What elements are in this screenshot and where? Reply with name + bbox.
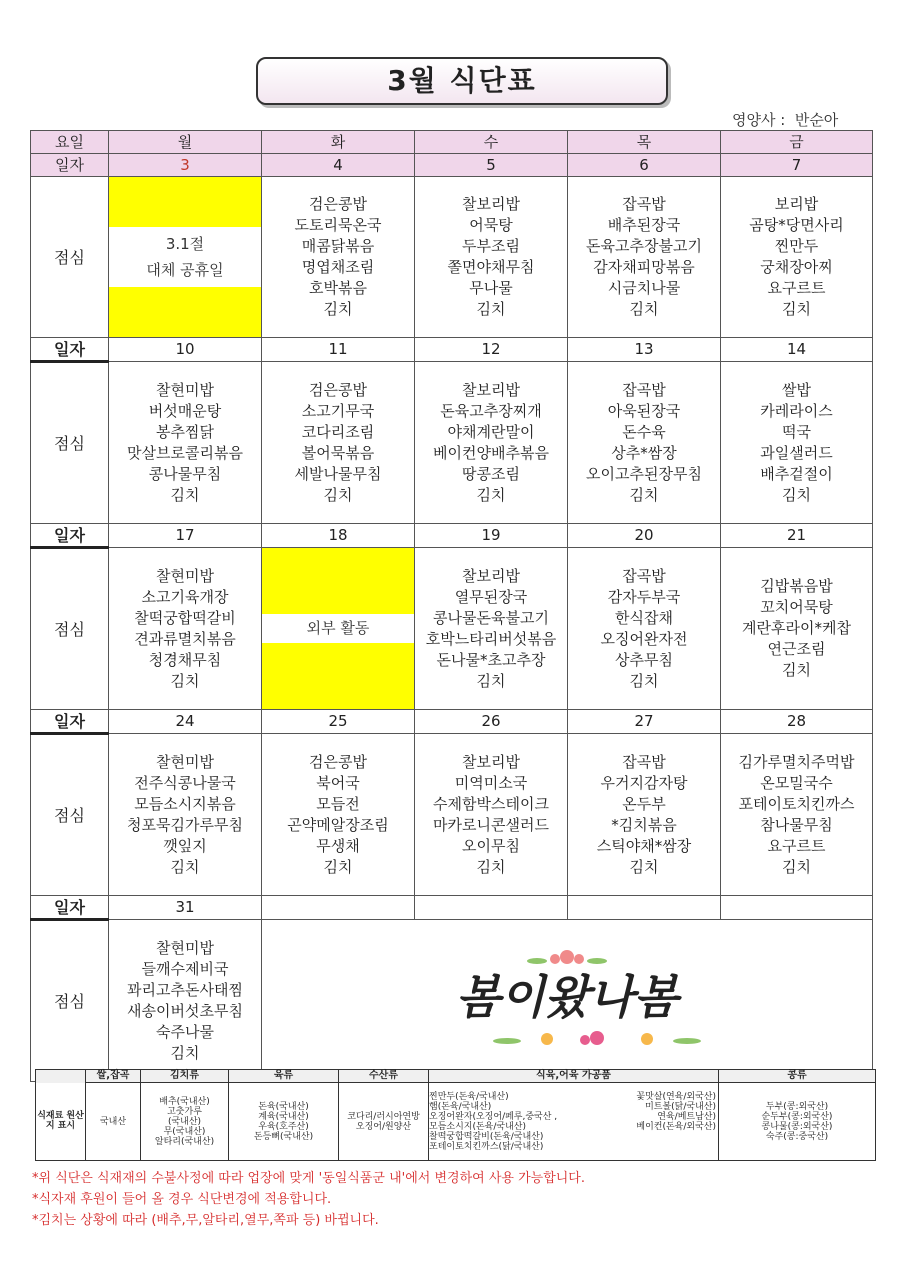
logo-text: 봄이왔나봄 (455, 969, 679, 1024)
menu-item: 두부조림 (462, 237, 520, 255)
menu-item: 곤약메알장조림 (287, 815, 389, 834)
menu-item: 김치 (476, 300, 506, 318)
date-cell: 5 (415, 154, 568, 177)
menu-item: 맛살브로콜리볶음 (127, 443, 243, 462)
menu-item: 김치 (782, 485, 811, 504)
menu-item: 돈육고추장찌개 (440, 401, 542, 420)
lunch-row (31, 920, 873, 1082)
menu-item: 연근조림 (767, 640, 826, 658)
meal-cell (721, 362, 873, 524)
menu-item: 전주식콩나물국 (134, 773, 236, 792)
origin-line: 오징어완자(오징어/페루,중국산 , (429, 1111, 558, 1122)
origin-header-beans: 콩류 (719, 1070, 876, 1083)
menu-item: 견과류멸치볶음 (134, 629, 236, 648)
date-row (31, 710, 873, 734)
note-3: *김치는 상황에 따라 (배추,무,알타리,열무,쪽파 등) 바뀝니다. (32, 1213, 379, 1228)
menu-item: 감자두부국 (607, 587, 681, 606)
menu-item: 세발나물무침 (294, 464, 382, 483)
menu-item: 김치 (170, 857, 200, 876)
date-row (31, 524, 873, 548)
origin-table (35, 1069, 876, 1161)
origin-line: 미트볼(닭/국내산) (645, 1101, 716, 1112)
menu-item: 무생채 (316, 836, 360, 855)
menu-item: 들깨수제비국 (141, 959, 229, 978)
lunch-label: 점심 (31, 548, 109, 710)
menu-item: 야채계란말이 (447, 422, 535, 441)
meal-cell (721, 548, 873, 710)
menu-item: 돈나물*초고추장 (436, 650, 546, 669)
meal-cell (109, 362, 262, 524)
origin-line: 계육(국내산) (258, 1111, 309, 1122)
lunch-row (31, 177, 873, 338)
menu-item: 김치 (629, 857, 659, 876)
menu-item: 땅콩조림 (462, 464, 520, 483)
menu-item: 수제함박스테이크 (433, 794, 549, 813)
date-row (31, 338, 873, 362)
date-cell: 11 (262, 338, 415, 362)
date-row (31, 154, 873, 177)
weekday-thu: 목 (568, 131, 721, 154)
menu-item: 김치 (476, 485, 506, 504)
origin-rice: 국내산 (86, 1083, 141, 1161)
menu-item: 궁채장아찌 (760, 258, 833, 276)
origin-header-kimchi: 김치류 (141, 1070, 229, 1083)
origin-line: 꽃맛살(연육/외국산) (636, 1091, 716, 1102)
origin-corner (36, 1070, 86, 1083)
date-cell: 26 (415, 710, 568, 734)
menu-item: 김치 (323, 485, 353, 504)
menu-item: 찰보리밥 (462, 380, 520, 399)
weekday-header-row (31, 131, 873, 154)
menu-item: *김치볶음 (611, 815, 677, 834)
menu-item: 돈수육 (622, 422, 666, 441)
menu-item: 청경채무침 (148, 650, 222, 669)
date-cell: 31 (109, 896, 262, 920)
date-cell: 6 (568, 154, 721, 177)
menu-item: 돈육고추장불고기 (586, 237, 702, 255)
meal-cell (262, 362, 415, 524)
menu-item: 도토리묵온국 (294, 216, 382, 234)
origin-processed (429, 1083, 719, 1161)
menu-item: 숙주나물 (156, 1022, 214, 1041)
menu-item: 찰현미밥 (156, 938, 214, 957)
meal-cell (262, 734, 415, 896)
date-label: 일자 (31, 524, 109, 548)
meal-cell (721, 177, 873, 338)
menu-item: 버섯매운탕 (148, 401, 222, 420)
date-label: 일자 (31, 896, 109, 920)
menu-item: 김치 (170, 1043, 200, 1062)
origin-beans (719, 1083, 876, 1161)
weekday-mon: 월 (109, 131, 262, 154)
menu-item: 시금치나물 (607, 279, 681, 297)
origin-line: 돈육(국내산) (258, 1101, 309, 1112)
date-cell: 14 (721, 338, 873, 362)
origin-line: 찐만두(돈육/국내산) (429, 1091, 509, 1102)
menu-item: 김치 (170, 671, 200, 690)
menu-item: 포테이토치킨까스 (738, 794, 855, 813)
menu-item: 김치 (629, 671, 659, 690)
menu-item: 김치 (476, 857, 506, 876)
menu-item: 콩나물무침 (148, 464, 222, 483)
menu-item: 청포묵김가루무침 (127, 815, 243, 834)
origin-line: 배추(국내산) (159, 1096, 210, 1107)
meal-cell (568, 548, 721, 710)
menu-item: 배추겉절이 (760, 464, 833, 483)
menu-item: 모듬전 (316, 794, 360, 813)
origin-row-label: 식재료 원산지 표시 (36, 1083, 86, 1161)
holiday-line: 대체 공휴일 (146, 261, 224, 279)
menu-item: 오이고추된장무침 (586, 464, 702, 483)
lunch-row (31, 734, 873, 896)
menu-item: 어묵탕 (469, 216, 513, 234)
menu-item: 보리밥 (774, 195, 819, 213)
menu-item: 콩나물돈육불고기 (433, 608, 549, 627)
origin-line: 오징어/원양산 (355, 1121, 412, 1132)
nutritionist: 영양사 : 반순아 (732, 111, 839, 129)
menu-item: 찰떡궁합떡갈비 (134, 608, 236, 627)
menu-item: 김치 (629, 300, 659, 318)
origin-meat (229, 1083, 339, 1161)
origin-seafood (339, 1083, 429, 1161)
event-note: 외부 활동 (262, 614, 414, 643)
origin-line: 순두부(콩:외국산) (761, 1111, 833, 1122)
lunch-row (31, 548, 873, 710)
origin-line: 찰떡궁합떡갈비(돈육/국내산) (429, 1131, 544, 1142)
menu-item: 김밥볶음밥 (760, 577, 833, 595)
meal-cell (109, 548, 262, 710)
meal-cell (568, 177, 721, 338)
origin-line: 콩나물(콩:외국산) (761, 1121, 833, 1132)
weekday-wed: 수 (415, 131, 568, 154)
date-label: 일자 (31, 338, 109, 362)
origin-line: 우육(호주산) (258, 1121, 309, 1132)
origin-line: 햄(돈육/국내산) (429, 1101, 492, 1112)
menu-item: 잡곡밥 (622, 752, 666, 771)
menu-item: 코다리조림 (301, 422, 375, 441)
meal-cell (415, 548, 568, 710)
menu-item: 김치 (629, 485, 659, 504)
menu-item: 요구르트 (767, 279, 826, 297)
meal-cell (109, 920, 262, 1082)
menu-item: 열무된장국 (454, 587, 528, 606)
origin-header-rice: 쌀,잡곡 (86, 1070, 141, 1083)
menu-item: 명엽채조림 (301, 258, 375, 276)
origin-processed-right (636, 1092, 718, 1152)
menu-item: 상추무침 (615, 650, 673, 669)
date-cell: 20 (568, 524, 721, 548)
holiday-line: 3.1절 (165, 235, 205, 253)
date-row (31, 896, 873, 920)
meal-cell (568, 734, 721, 896)
menu-item: 김치 (782, 661, 811, 679)
date-cell (415, 896, 568, 920)
date-cell (568, 896, 721, 920)
menu-item: 잡곡밥 (622, 195, 666, 213)
date-cell: 18 (262, 524, 415, 548)
origin-line: 코다리/러시아연방 (347, 1111, 420, 1122)
menu-item: 감자채피망볶음 (593, 258, 695, 276)
date-cell (262, 896, 415, 920)
menu-item: 곰탕*당면사리 (749, 216, 844, 234)
date-cell: 19 (415, 524, 568, 548)
origin-header-processed: 식육,어육 가공품 (429, 1070, 719, 1083)
weekday-label: 요일 (31, 131, 109, 154)
menu-item: 호박볶음 (309, 279, 367, 297)
origin-line: 베이컨(돈육/외국산) (636, 1121, 716, 1132)
lunch-label: 점심 (31, 920, 109, 1082)
date-cell: 28 (721, 710, 873, 734)
page-title: 3월 식단표 (256, 57, 668, 105)
origin-line: 무(국내산) (163, 1126, 206, 1137)
menu-item: 새송이버섯초무침 (127, 1001, 243, 1020)
lunch-label: 점심 (31, 734, 109, 896)
menu-item: 찰현미밥 (156, 566, 214, 585)
date-cell: 7 (721, 154, 873, 177)
lunch-row (31, 362, 873, 524)
menu-item: 소고기무국 (301, 401, 375, 420)
menu-item: 아욱된장국 (607, 401, 681, 420)
meal-cell (415, 177, 568, 338)
menu-item: 김치 (323, 857, 353, 876)
date-cell: 10 (109, 338, 262, 362)
menu-item: 쫄면야채무침 (447, 258, 535, 276)
menu-item: 요구르트 (767, 836, 826, 855)
note-1: *위 식단은 식재재의 수불사정에 따라 업장에 맞게 '동일식품군 내'에서 변경하여 사용 가능합니다. (32, 1171, 585, 1186)
date-cell: 25 (262, 710, 415, 734)
menu-item: 계란후라이*케찹 (742, 619, 851, 637)
menu-item: 김치 (170, 485, 200, 504)
origin-line: 고춧가루 (167, 1106, 202, 1117)
menu-item: 스틱야채*쌈장 (596, 836, 692, 855)
menu-item: 마카로니콘샐러드 (433, 815, 549, 834)
menu-item: 오징어완자전 (600, 629, 688, 648)
menu-item: 참나물무침 (760, 815, 833, 834)
menu-item: 잡곡밥 (622, 380, 666, 399)
menu-item: 매콤닭볶음 (301, 237, 375, 255)
notes (32, 1168, 585, 1231)
menu-item: 찰보리밥 (462, 752, 520, 771)
menu-item: 찰현미밥 (156, 380, 214, 399)
meal-cell (262, 177, 415, 338)
menu-item: 과일샐러드 (760, 443, 833, 462)
date-label: 일자 (31, 154, 109, 177)
menu-item: 검은콩밥 (309, 752, 367, 771)
menu-item: 오이무침 (462, 836, 520, 855)
menu-item: 호박느타리버섯볶음 (425, 629, 557, 648)
menu-item: 모듬소시지볶음 (134, 794, 236, 813)
meal-cell (109, 177, 262, 338)
menu-item: 베이컨양배추볶음 (433, 443, 549, 462)
menu-item: 꼬치어묵탕 (760, 598, 833, 616)
date-cell: 4 (262, 154, 415, 177)
date-cell: 13 (568, 338, 721, 362)
origin-line: 모듬소시지(돈육/국내산) (429, 1121, 526, 1132)
menu-item: 우거지감자탕 (600, 773, 688, 792)
menu-item: 미역미소국 (454, 773, 528, 792)
holiday-band (109, 227, 261, 287)
meal-cell (415, 362, 568, 524)
origin-processed-left (429, 1092, 557, 1152)
menu-item: 김치 (323, 300, 353, 318)
origin-header-seafood: 수산류 (339, 1070, 429, 1083)
menu-item: 찰보리밥 (462, 195, 520, 213)
origin-line: 연육/베트남산) (657, 1111, 716, 1122)
spring-logo-icon (397, 943, 737, 1053)
menu-item: 봉추찜닭 (156, 422, 214, 441)
menu-item: 잡곡밥 (622, 566, 666, 585)
meal-cell (109, 734, 262, 896)
date-cell (721, 896, 873, 920)
origin-line: 돈등뼈(국내산) (253, 1131, 314, 1142)
menu-item: 북어국 (316, 773, 360, 792)
date-label: 일자 (31, 710, 109, 734)
menu-item: 찰현미밥 (156, 752, 214, 771)
meal-cell (568, 362, 721, 524)
menu-item: 김가루멸치주먹밥 (738, 752, 855, 771)
menu-item: 깻잎지 (163, 836, 207, 855)
logo-cell (262, 920, 873, 1082)
date-cell: 17 (109, 524, 262, 548)
weekday-fri: 금 (721, 131, 873, 154)
menu-item: 상추*쌈장 (611, 443, 677, 462)
menu-item: 검은콩밥 (309, 380, 367, 399)
date-cell: 21 (721, 524, 873, 548)
menu-item: 꽈리고추돈사태찜 (127, 980, 243, 999)
menu-item: 배추된장국 (607, 216, 681, 234)
menu-item: 김치 (476, 671, 506, 690)
menu-item: 김치 (782, 857, 811, 876)
menu-item: 한식잡채 (615, 608, 673, 627)
date-cell: 24 (109, 710, 262, 734)
menu-item: 무나물 (469, 279, 513, 297)
date-cell: 3 (109, 154, 262, 177)
menu-item: 떡국 (782, 422, 811, 441)
menu-item: 검은콩밥 (309, 195, 367, 213)
origin-line: 알타리(국내산) (154, 1136, 215, 1147)
origin-line: 숙주(콩:중국산) (765, 1131, 829, 1142)
menu-item: 쌀밥 (782, 380, 811, 399)
meal-cell (415, 734, 568, 896)
origin-kimchi (141, 1083, 229, 1161)
menu-item: 찐만두 (774, 237, 819, 255)
origin-header-meat: 육류 (229, 1070, 339, 1083)
menu-item: 볼어묵볶음 (301, 443, 375, 462)
lunch-label: 점심 (31, 177, 109, 338)
meal-cell (262, 548, 415, 710)
menu-item: 김치 (782, 300, 811, 318)
meal-cell (721, 734, 873, 896)
menu-item: 소고기육개장 (141, 587, 229, 606)
lunch-label: 점심 (31, 362, 109, 524)
date-cell: 12 (415, 338, 568, 362)
menu-item: 찰보리밥 (462, 566, 520, 585)
menu-item: 온두부 (622, 794, 666, 813)
menu-table (30, 130, 873, 1082)
note-2: *식자재 후원이 들어 올 경우 식단변경에 적용합니다. (32, 1192, 332, 1207)
menu-item: 카레라이스 (760, 401, 833, 420)
origin-line: 포테이토치킨까스(닭/국내산) (429, 1141, 544, 1152)
date-cell: 27 (568, 710, 721, 734)
origin-line: (국내산) (167, 1116, 202, 1127)
origin-line: 두부(콩:외국산) (765, 1101, 829, 1112)
menu-item: 온모밀국수 (760, 773, 833, 792)
weekday-tue: 화 (262, 131, 415, 154)
